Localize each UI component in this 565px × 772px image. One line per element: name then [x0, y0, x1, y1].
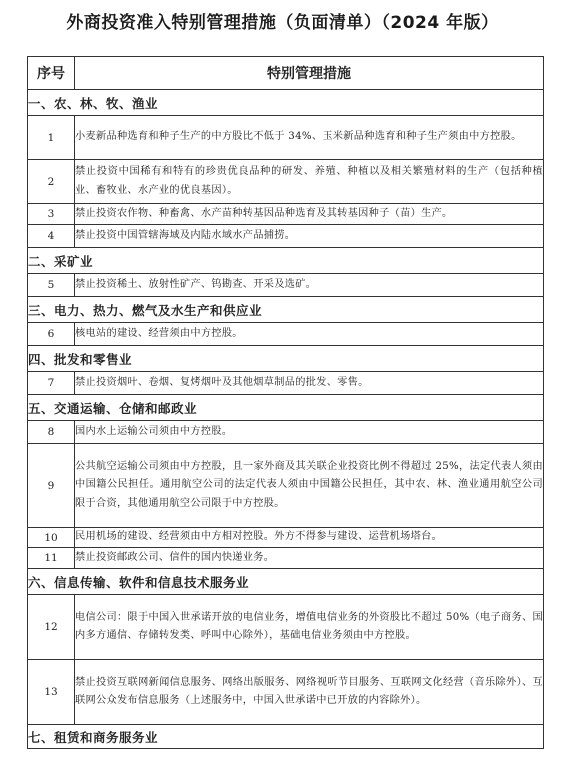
table-row — [28, 204, 544, 225]
row-number: 4 — [28, 225, 75, 248]
table-row — [28, 660, 544, 725]
measure-text: 禁止投资邮政公司、信件的国内快递业务。 — [75, 548, 544, 569]
row-number: 10 — [28, 528, 75, 548]
category-row — [28, 346, 544, 372]
row-number: 3 — [28, 204, 75, 225]
table-row — [28, 421, 544, 444]
table-row — [28, 595, 544, 660]
row-number: 11 — [28, 548, 75, 569]
measure-text: 禁止投资中国管辖海域及内陆水域水产品捕捞。 — [75, 225, 544, 248]
category-information-technology: 六、信息传输、软件和信息技术服务业 — [28, 569, 544, 595]
table-row — [28, 548, 544, 569]
table-row — [28, 116, 544, 160]
table-header-row — [28, 57, 544, 90]
category-row — [28, 90, 544, 116]
category-utilities: 三、电力、热力、燃气及水生产和供应业 — [28, 297, 544, 323]
measure-text: 公共航空运输公司须由中方控股，且一家外商及其关联企业投资比例不得超过 25%，法定代表人须由中国籍公民担任。通用航空公司的法定代表人须由中国籍公民担任，其中农、林、渔业通用航空公司限于合资，其他通用航空公司限于中方控股。 — [75, 444, 544, 528]
measure-text: 禁止投资互联网新闻信息服务、网络出版服务、网络视听节目服务、互联网文化经营（音乐除外）、互联网公众发布信息服务（上述服务中，中国入世承诺中已开放的内容除外）。 — [75, 660, 544, 725]
row-number: 1 — [28, 116, 75, 160]
measure-text: 国内水上运输公司须由中方控股。 — [75, 421, 544, 444]
measure-text: 禁止投资稀土、放射性矿产、钨勘查、开采及选矿。 — [75, 274, 544, 297]
measure-text: 禁止投资烟叶、卷烟、复烤烟叶及其他烟草制品的批发、零售。 — [75, 372, 544, 395]
category-row — [28, 297, 544, 323]
measure-text: 小麦新品种选育和种子生产的中方股比不低于 34%、玉米新品种选育和种子生产须由中方控股。 — [75, 116, 544, 160]
row-number: 5 — [28, 274, 75, 297]
category-row — [28, 395, 544, 421]
measure-text: 禁止投资中国稀有和特有的珍贵优良品种的研发、养殖、种植以及相关繁殖材料的生产（包括种植业、畜牧业、水产业的优良基因）。 — [75, 160, 544, 204]
header-measures: 特别管理措施 — [75, 57, 544, 90]
negative-list-table — [27, 56, 544, 749]
table-row — [28, 225, 544, 248]
category-leasing-business: 七、租赁和商务服务业 — [28, 725, 544, 749]
table-row — [28, 274, 544, 297]
row-number: 6 — [28, 323, 75, 346]
table-row — [28, 444, 544, 528]
table-row — [28, 372, 544, 395]
document-title: 外商投资准入特别管理措施（负面清单）（2024 年版） — [66, 13, 499, 33]
measure-text: 民用机场的建设、经营须由中方相对控股。外方不得参与建设、运营机场塔台。 — [75, 528, 544, 548]
category-row — [28, 248, 544, 274]
row-number: 7 — [28, 372, 75, 395]
category-row — [28, 569, 544, 595]
category-transport: 五、交通运输、仓储和邮政业 — [28, 395, 544, 421]
row-number: 13 — [28, 660, 75, 725]
table-row — [28, 160, 544, 204]
table-row — [28, 528, 544, 548]
row-number: 2 — [28, 160, 75, 204]
measure-text: 禁止投资农作物、种畜禽、水产苗种转基因品种选育及其转基因种子（苗）生产。 — [75, 204, 544, 225]
row-number: 8 — [28, 421, 75, 444]
category-row — [28, 725, 544, 749]
header-no: 序号 — [28, 57, 75, 90]
category-wholesale-retail: 四、批发和零售业 — [28, 346, 544, 372]
table-row — [28, 323, 544, 346]
category-agriculture: 一、农、林、牧、渔业 — [28, 90, 544, 116]
row-number: 9 — [28, 444, 75, 528]
measure-text: 核电站的建设、经营须由中方控股。 — [75, 323, 544, 346]
row-number: 12 — [28, 595, 75, 660]
measure-text: 电信公司：限于中国入世承诺开放的电信业务，增值电信业务的外资股比不超过 50%（电子商务、国内多方通信、存储转发类、呼叫中心除外），基础电信业务须由中方控股。 — [75, 595, 544, 660]
category-mining: 二、采矿业 — [28, 248, 544, 274]
